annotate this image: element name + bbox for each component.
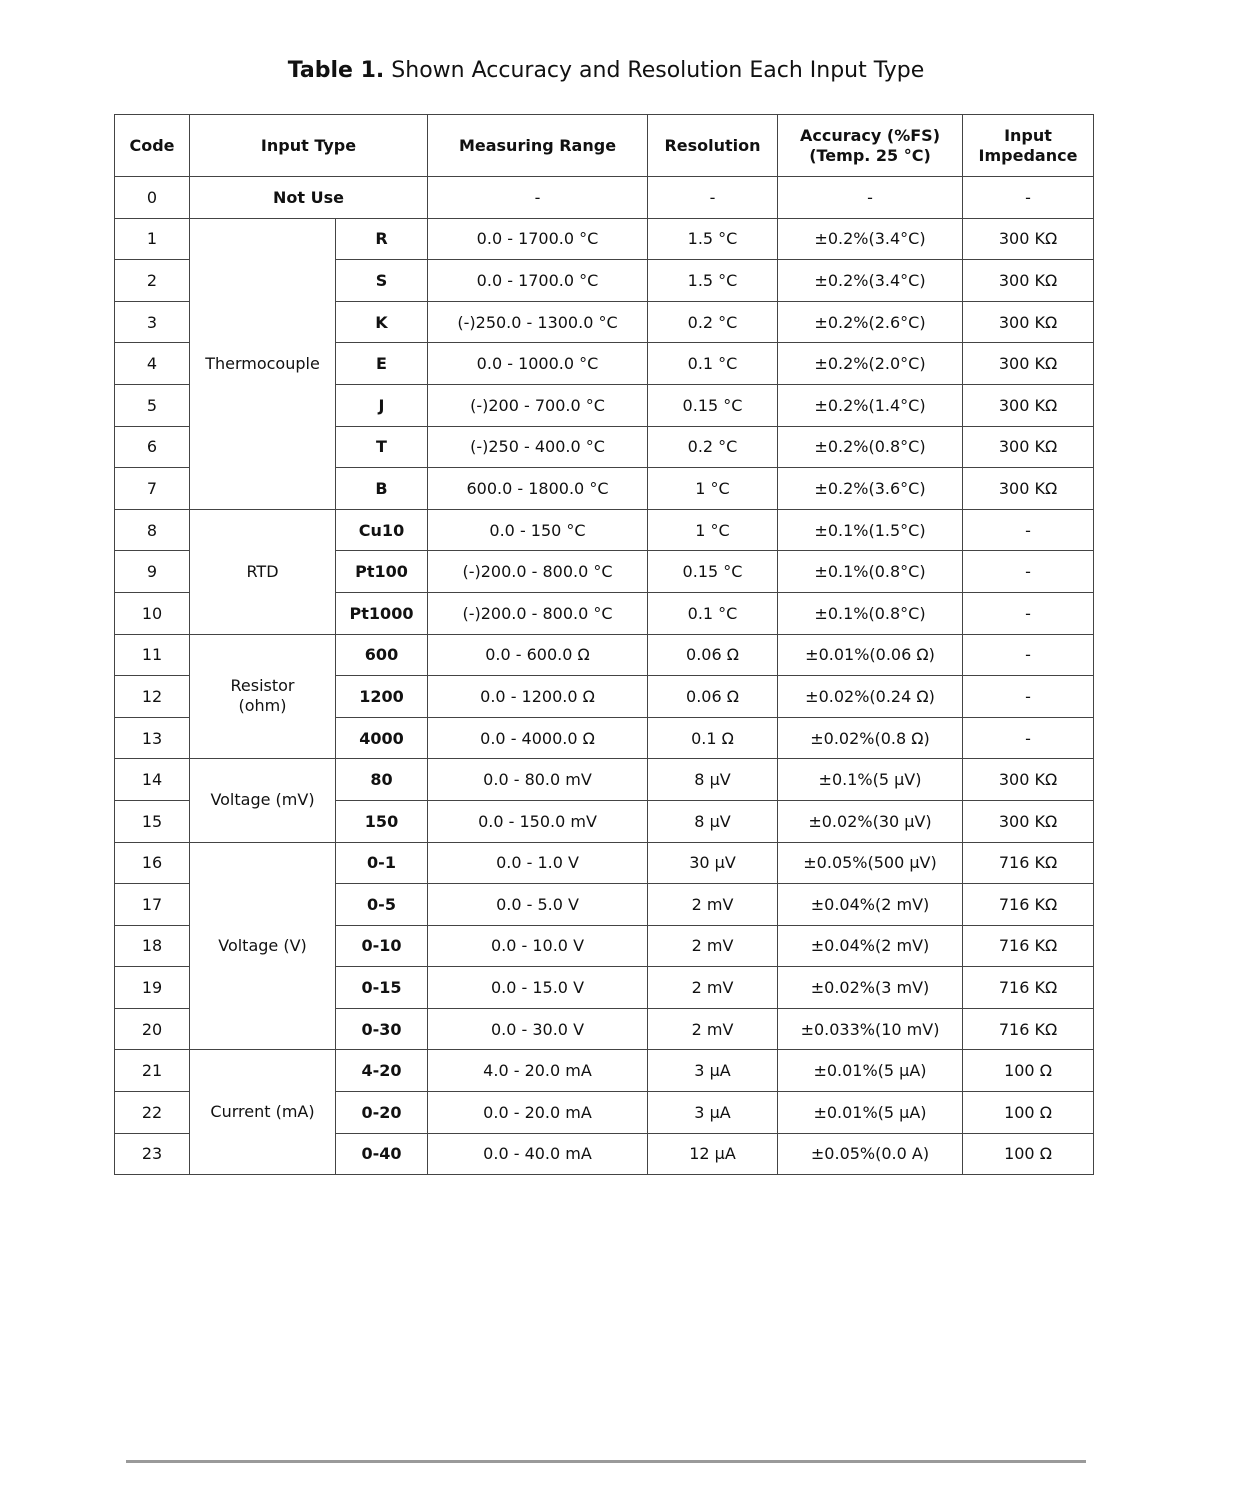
cell-accuracy: ±0.2%(0.8°C)	[778, 426, 963, 468]
cell-accuracy: ±0.2%(3.6°C)	[778, 468, 963, 510]
cell-resolution: 0.1 Ω	[648, 717, 778, 759]
cell-impedance: 716 KΩ	[963, 1008, 1094, 1050]
cell-resolution: 0.06 Ω	[648, 676, 778, 718]
cell-resolution: 0.1 °C	[648, 343, 778, 385]
cell-impedance: 100 Ω	[963, 1092, 1094, 1134]
cell-accuracy: ±0.01%(5 μA)	[778, 1050, 963, 1092]
cell-accuracy: ±0.04%(2 mV)	[778, 884, 963, 926]
cell-accuracy: ±0.2%(2.0°C)	[778, 343, 963, 385]
cell-subtype: 150	[336, 800, 428, 842]
cell-range: 0.0 - 1700.0 °C	[428, 260, 648, 302]
cell-subtype: R	[336, 218, 428, 260]
cell-subtype: 0-1	[336, 842, 428, 884]
cell-impedance: 716 KΩ	[963, 884, 1094, 926]
cell-code: 12	[115, 676, 190, 718]
cell-resolution: 2 mV	[648, 925, 778, 967]
cell-resolution: 2 mV	[648, 884, 778, 926]
cell-accuracy: -	[778, 177, 963, 219]
cell-code: 11	[115, 634, 190, 676]
header-input-type: Input Type	[190, 115, 428, 177]
cell-accuracy: ±0.1%(5 μV)	[778, 759, 963, 801]
cell-impedance: 300 KΩ	[963, 343, 1094, 385]
table-row-not-use	[115, 177, 1094, 219]
cell-range: 0.0 - 1000.0 °C	[428, 343, 648, 385]
cell-resolution: 1.5 °C	[648, 260, 778, 302]
cell-group-name: Thermocouple	[190, 218, 336, 509]
cell-resolution: 0.2 °C	[648, 426, 778, 468]
cell-subtype: Pt1000	[336, 592, 428, 634]
cell-code: 4	[115, 343, 190, 385]
cell-resolution: 2 mV	[648, 1008, 778, 1050]
cell-subtype: Cu10	[336, 509, 428, 551]
cell-range: 0.0 - 150.0 mV	[428, 800, 648, 842]
cell-code: 17	[115, 884, 190, 926]
cell-accuracy: ±0.2%(3.4°C)	[778, 218, 963, 260]
cell-code: 6	[115, 426, 190, 468]
header-accuracy-line2: (Temp. 25 °C)	[809, 145, 931, 165]
cell-accuracy: ±0.02%(3 mV)	[778, 967, 963, 1009]
cell-code: 18	[115, 925, 190, 967]
cell-resolution: -	[648, 177, 778, 219]
cell-impedance: 100 Ω	[963, 1050, 1094, 1092]
cell-range: 0.0 - 10.0 V	[428, 925, 648, 967]
cell-code: 3	[115, 301, 190, 343]
cell-code: 15	[115, 800, 190, 842]
cell-resolution: 3 μA	[648, 1050, 778, 1092]
cell-resolution: 0.15 °C	[648, 384, 778, 426]
cell-range: (-)250.0 - 1300.0 °C	[428, 301, 648, 343]
table-row	[115, 759, 1094, 801]
cell-resolution: 30 μV	[648, 842, 778, 884]
cell-subtype: E	[336, 343, 428, 385]
cell-range: 0.0 - 4000.0 Ω	[428, 717, 648, 759]
cell-group-name: Voltage (V)	[190, 842, 336, 1050]
cell-resolution: 1 °C	[648, 509, 778, 551]
header-impedance-line1: Input	[1004, 125, 1052, 145]
cell-code: 23	[115, 1133, 190, 1175]
header-measuring-range: Measuring Range	[428, 115, 648, 177]
cell-code: 9	[115, 551, 190, 593]
cell-impedance: -	[963, 717, 1094, 759]
cell-range: (-)200.0 - 800.0 °C	[428, 551, 648, 593]
cell-code: 0	[115, 177, 190, 219]
header-resolution: Resolution	[648, 115, 778, 177]
cell-code: 5	[115, 384, 190, 426]
cell-impedance: 300 KΩ	[963, 759, 1094, 801]
cell-range: (-)250 - 400.0 °C	[428, 426, 648, 468]
cell-accuracy: ±0.1%(0.8°C)	[778, 592, 963, 634]
cell-resolution: 8 μV	[648, 800, 778, 842]
footer-divider	[126, 1460, 1086, 1463]
cell-range: 0.0 - 20.0 mA	[428, 1092, 648, 1134]
cell-subtype: 600	[336, 634, 428, 676]
cell-subtype: 80	[336, 759, 428, 801]
input-type-table	[114, 114, 1094, 1175]
caption-text: Shown Accuracy and Resolution Each Input Type	[391, 58, 925, 83]
caption-label: Table 1.	[287, 58, 385, 83]
cell-range: 0.0 - 80.0 mV	[428, 759, 648, 801]
cell-resolution: 0.2 °C	[648, 301, 778, 343]
cell-impedance: -	[963, 676, 1094, 718]
cell-impedance: 100 Ω	[963, 1133, 1094, 1175]
cell-impedance: 716 KΩ	[963, 925, 1094, 967]
table-row	[115, 218, 1094, 260]
cell-impedance: 300 KΩ	[963, 426, 1094, 468]
cell-impedance: 716 KΩ	[963, 967, 1094, 1009]
cell-resolution: 0.15 °C	[648, 551, 778, 593]
cell-subtype: 0-20	[336, 1092, 428, 1134]
cell-code: 22	[115, 1092, 190, 1134]
cell-subtype: 0-5	[336, 884, 428, 926]
cell-subtype: S	[336, 260, 428, 302]
header-row	[115, 115, 1094, 177]
cell-resolution: 3 μA	[648, 1092, 778, 1134]
cell-impedance: 716 KΩ	[963, 842, 1094, 884]
cell-code: 10	[115, 592, 190, 634]
cell-impedance: 300 KΩ	[963, 384, 1094, 426]
header-accuracy-line1: Accuracy (%FS)	[799, 125, 941, 145]
header-impedance	[963, 115, 1094, 177]
cell-accuracy: ±0.2%(3.4°C)	[778, 260, 963, 302]
header-code: Code	[115, 115, 190, 177]
cell-range: (-)200 - 700.0 °C	[428, 384, 648, 426]
cell-group-name: RTD	[190, 509, 336, 634]
cell-subtype: 0-15	[336, 967, 428, 1009]
cell-impedance: -	[963, 592, 1094, 634]
cell-code: 8	[115, 509, 190, 551]
cell-range: 0.0 - 1700.0 °C	[428, 218, 648, 260]
cell-group-name: Voltage (mV)	[190, 759, 336, 842]
cell-subtype: 0-10	[336, 925, 428, 967]
cell-range: 0.0 - 15.0 V	[428, 967, 648, 1009]
cell-resolution: 1 °C	[648, 468, 778, 510]
cell-range: 0.0 - 1200.0 Ω	[428, 676, 648, 718]
cell-code: 21	[115, 1050, 190, 1092]
cell-subtype: K	[336, 301, 428, 343]
cell-accuracy: ±0.04%(2 mV)	[778, 925, 963, 967]
cell-range: 0.0 - 5.0 V	[428, 884, 648, 926]
table-row	[115, 634, 1094, 676]
table-row	[115, 1050, 1094, 1092]
cell-subtype: 0-30	[336, 1008, 428, 1050]
cell-code: 20	[115, 1008, 190, 1050]
cell-impedance: -	[963, 177, 1094, 219]
cell-resolution: 0.06 Ω	[648, 634, 778, 676]
cell-range: 0.0 - 30.0 V	[428, 1008, 648, 1050]
cell-subtype: 1200	[336, 676, 428, 718]
cell-accuracy: ±0.1%(1.5°C)	[778, 509, 963, 551]
cell-impedance: 300 KΩ	[963, 301, 1094, 343]
cell-accuracy: ±0.1%(0.8°C)	[778, 551, 963, 593]
cell-code: 2	[115, 260, 190, 302]
cell-impedance: 300 KΩ	[963, 800, 1094, 842]
cell-impedance: -	[963, 634, 1094, 676]
cell-impedance: 300 KΩ	[963, 468, 1094, 510]
cell-range: -	[428, 177, 648, 219]
header-accuracy	[778, 115, 963, 177]
cell-range: 0.0 - 600.0 Ω	[428, 634, 648, 676]
cell-resolution: 8 μV	[648, 759, 778, 801]
table-row	[115, 509, 1094, 551]
cell-code: 7	[115, 468, 190, 510]
cell-accuracy: ±0.01%(5 μA)	[778, 1092, 963, 1134]
cell-subtype: 4-20	[336, 1050, 428, 1092]
cell-resolution: 2 mV	[648, 967, 778, 1009]
cell-code: 14	[115, 759, 190, 801]
cell-subtype: 0-40	[336, 1133, 428, 1175]
cell-resolution: 1.5 °C	[648, 218, 778, 260]
cell-subtype: 4000	[336, 717, 428, 759]
cell-impedance: 300 KΩ	[963, 218, 1094, 260]
cell-code: 19	[115, 967, 190, 1009]
cell-code: 16	[115, 842, 190, 884]
cell-accuracy: ±0.2%(2.6°C)	[778, 301, 963, 343]
cell-accuracy: ±0.02%(30 μV)	[778, 800, 963, 842]
cell-accuracy: ±0.01%(0.06 Ω)	[778, 634, 963, 676]
cell-accuracy: ±0.02%(0.8 Ω)	[778, 717, 963, 759]
cell-accuracy: ±0.033%(10 mV)	[778, 1008, 963, 1050]
cell-code: 13	[115, 717, 190, 759]
cell-impedance: -	[963, 551, 1094, 593]
cell-accuracy: ±0.02%(0.24 Ω)	[778, 676, 963, 718]
cell-subtype: Pt100	[336, 551, 428, 593]
cell-accuracy: ±0.05%(500 μV)	[778, 842, 963, 884]
cell-accuracy: ±0.2%(1.4°C)	[778, 384, 963, 426]
cell-impedance: -	[963, 509, 1094, 551]
cell-range: 0.0 - 40.0 mA	[428, 1133, 648, 1175]
cell-code: 1	[115, 218, 190, 260]
cell-resolution: 12 μA	[648, 1133, 778, 1175]
cell-range: 4.0 - 20.0 mA	[428, 1050, 648, 1092]
cell-accuracy: ±0.05%(0.0 A)	[778, 1133, 963, 1175]
cell-group-name: Resistor (ohm)	[190, 634, 336, 759]
cell-range: 600.0 - 1800.0 °C	[428, 468, 648, 510]
cell-subtype: T	[336, 426, 428, 468]
cell-subtype: B	[336, 468, 428, 510]
cell-range: 0.0 - 150 °C	[428, 509, 648, 551]
cell-impedance: 300 KΩ	[963, 260, 1094, 302]
cell-resolution: 0.1 °C	[648, 592, 778, 634]
header-impedance-line2: Impedance	[978, 145, 1078, 165]
cell-range: (-)200.0 - 800.0 °C	[428, 592, 648, 634]
cell-subtype: J	[336, 384, 428, 426]
table-row	[115, 842, 1094, 884]
table-caption	[0, 58, 1212, 83]
cell-range: 0.0 - 1.0 V	[428, 842, 648, 884]
cell-input-type: Not Use	[190, 177, 428, 219]
cell-group-name: Current (mA)	[190, 1050, 336, 1175]
